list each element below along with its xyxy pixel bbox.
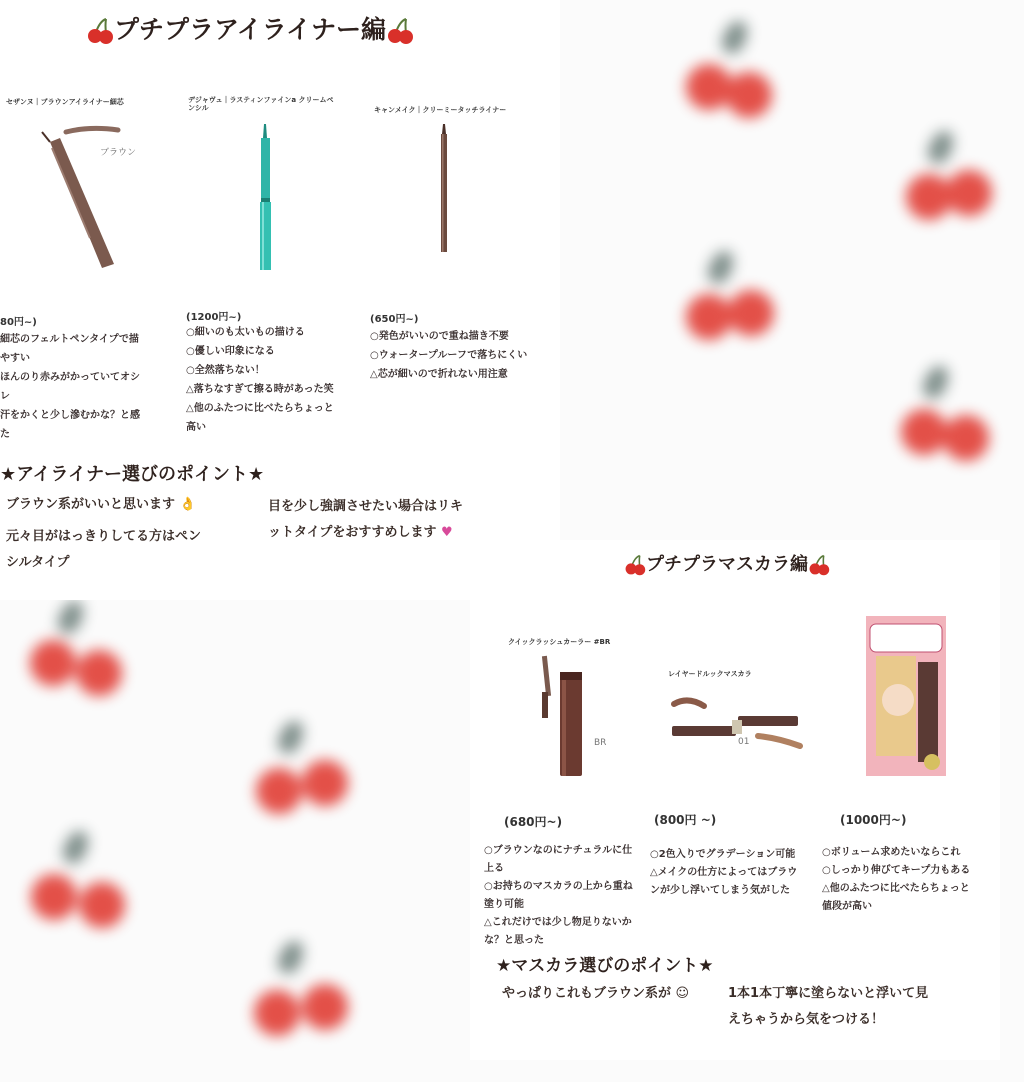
note-line: ○お持ちのマスカラの上から重ね — [484, 881, 633, 892]
ok-hand-icon: 👌 — [179, 497, 196, 512]
product-price: (650円~) — [370, 314, 419, 325]
product-price: (1000円~) — [840, 813, 907, 827]
note-line: △芯が細いので折れない用注意 — [370, 369, 508, 380]
note-line: 細芯のフェルトペンタイプで描 — [0, 334, 139, 345]
product-notes — [822, 844, 992, 916]
product-name: セザンヌ｜ブラウンアイライナー細芯 — [6, 98, 124, 106]
shade-label: 01 — [738, 737, 750, 747]
cherry-icon — [86, 17, 114, 45]
cherry-decor-icon — [680, 250, 780, 350]
product-notes — [0, 330, 150, 444]
product-price: (1200円~) — [186, 312, 242, 323]
cherry-decor-icon — [900, 130, 1000, 230]
note-line: △これだけでは少し物足りないか — [484, 917, 632, 928]
note-line: やすい — [0, 353, 30, 364]
cherry-decor-icon — [250, 940, 360, 1040]
product-name: キャンメイク｜クリーミータッチライナー — [374, 106, 507, 114]
heart-icon: ♥ — [441, 525, 453, 540]
product-price: (680円~) — [504, 815, 563, 829]
note-line: ○発色がいいので重ね描き不要 — [370, 331, 509, 342]
point-line: ブラウン系がいいと思います 👌 — [6, 497, 196, 512]
eyeliner-point-title: ★アイライナー選びのポイント★ — [0, 464, 265, 485]
point-line: やっぱりこれもブラウン系が ☺ — [502, 986, 690, 1001]
product-name: デジャヴュ｜ラスティンファインa クリームペンシル — [188, 96, 334, 112]
note-line: ほんのり赤みがかっていてオシ — [0, 372, 140, 383]
product-name: レイヤードルックマスカラ — [668, 670, 752, 678]
note-line: 汗をかくと少し滲むかな？と感 — [0, 410, 140, 421]
point-line: 目を少し強調させたい場合はリキ — [268, 499, 464, 514]
product-name: クイックラッシュカーラー #BR — [508, 638, 611, 646]
product-notes — [484, 842, 644, 950]
point-line: ットタイプをおすすめします ♥ — [268, 525, 453, 540]
eyeliner-points-left — [6, 492, 256, 576]
cherry-decor-icon — [250, 720, 360, 820]
cherry-decor-icon — [25, 830, 135, 930]
point-line: シルタイプ — [6, 555, 70, 570]
point-line: 元々目がはっきりしてる方はペン — [6, 529, 202, 544]
note-line: ○ブラウンなのにナチュラルに仕 — [484, 845, 633, 856]
eyeliner-title: プチプラアイライナー編 — [114, 15, 387, 44]
note-line: ○全然落ちない！ — [186, 365, 265, 376]
note-line: ○2色入りでグラデーション可能 — [650, 849, 796, 860]
product-price: 80円~) — [0, 317, 37, 328]
product-notes — [650, 846, 810, 900]
layered-mascara-image — [666, 692, 812, 762]
shade-label: ブラウン — [100, 148, 137, 158]
face-icon: ☺ — [675, 986, 690, 1001]
eyeliner-points-right — [268, 494, 498, 546]
note-line: ○しっかり伸びてキープ力もある — [822, 865, 971, 876]
note-line: △メイクの仕方によってはブラウ — [650, 867, 798, 878]
product-notes — [186, 323, 346, 437]
mascara-points-left — [502, 981, 732, 1007]
mascara-title-row — [624, 550, 830, 576]
note-line: 上る — [484, 863, 504, 874]
cherry-icon — [386, 17, 414, 45]
cherry-icon — [808, 554, 830, 576]
note-line: 値段が高い — [822, 901, 872, 912]
note-line: ○優しい印象になる — [186, 346, 275, 357]
cherry-decor-icon — [680, 20, 780, 120]
product-price: (800円 ~) — [654, 813, 717, 827]
eyeliner-title-row — [86, 10, 414, 46]
brown-pencil-eyeliner-image — [432, 122, 456, 262]
cherry-icon — [624, 554, 646, 576]
note-line: △落ちなすぎて擦る時があった笑 — [186, 384, 334, 395]
note-line: 塗り可能 — [484, 899, 524, 910]
point-line: えちゃうから気をつける！ — [728, 1012, 885, 1027]
mascara-point-title: ★マスカラ選びのポイント★ — [496, 956, 714, 976]
product-notes — [370, 327, 550, 384]
shade-label: BR — [594, 738, 607, 748]
note-line: ○ウォータープルーフで落ちにくい — [370, 350, 528, 361]
teal-pencil-eyeliner-image — [250, 122, 280, 277]
mascara-panel — [470, 540, 1000, 1060]
cherry-decor-icon — [895, 365, 995, 465]
note-line: ○細いのも太いもの描ける — [186, 327, 305, 338]
brown-liquid-eyeliner-image — [30, 118, 140, 278]
note-line: な？と思った — [484, 935, 544, 946]
eyeliner-panel — [0, 0, 560, 600]
pink-mascara-package-image — [866, 616, 946, 776]
brown-mascara-image — [538, 652, 598, 780]
note-line: 高い — [186, 422, 206, 433]
cherry-decor-icon — [20, 600, 130, 700]
note-line: レ — [0, 391, 10, 402]
note-line: た — [0, 429, 10, 440]
note-line: ○ボリューム求めたいならこれ — [822, 847, 961, 858]
note-line: ンが少し浮いてしまう気がした — [650, 885, 790, 896]
note-line: △他のふたつに比べたらちょっと — [186, 403, 334, 414]
mascara-title: プチプラマスカラ編 — [646, 554, 808, 575]
point-line: 1本1本丁寧に塗らないと浮いて見 — [728, 986, 929, 1001]
note-line: △他のふたつに比べたらちょっと — [822, 883, 970, 894]
mascara-points-right — [728, 981, 978, 1033]
